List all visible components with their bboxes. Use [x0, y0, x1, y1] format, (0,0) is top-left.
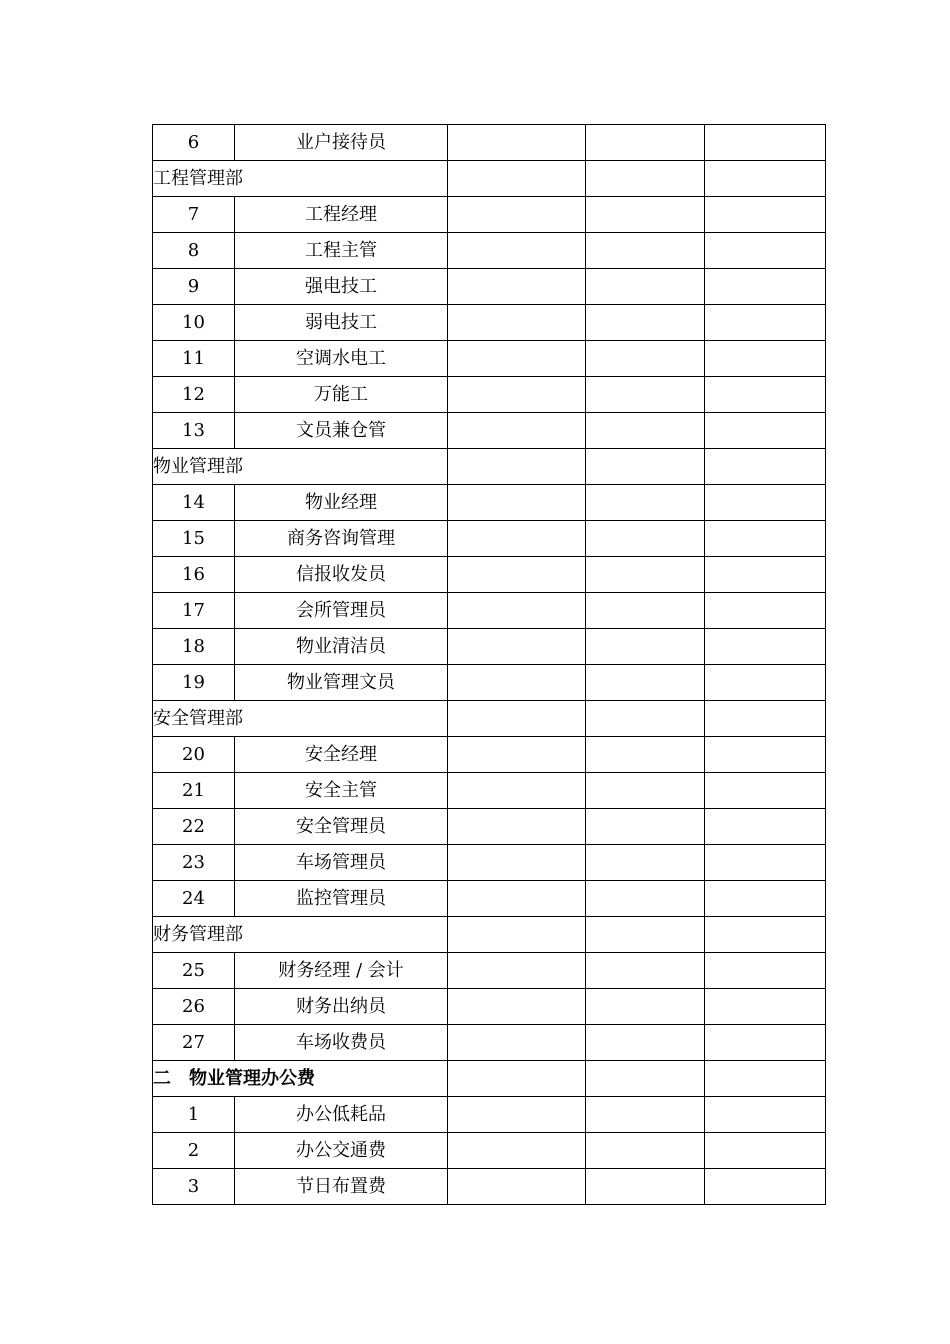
item-name: 信报收发员	[235, 557, 448, 593]
section-title: 工程管理部	[153, 161, 448, 197]
table-row	[153, 953, 826, 989]
empty-cell	[448, 269, 586, 305]
empty-cell	[586, 845, 705, 881]
row-number: 17	[153, 593, 235, 629]
empty-cell	[705, 701, 826, 737]
row-number: 25	[153, 953, 235, 989]
table-row	[153, 989, 826, 1025]
item-name: 空调水电工	[235, 341, 448, 377]
empty-cell	[586, 665, 705, 701]
empty-cell	[586, 197, 705, 233]
empty-cell	[448, 989, 586, 1025]
empty-cell	[448, 197, 586, 233]
item-name: 强电技工	[235, 269, 448, 305]
empty-cell	[705, 737, 826, 773]
empty-cell	[448, 1097, 586, 1133]
table-row	[153, 125, 826, 161]
row-number: 22	[153, 809, 235, 845]
empty-cell	[586, 485, 705, 521]
empty-cell	[705, 1061, 826, 1097]
row-number: 9	[153, 269, 235, 305]
empty-cell	[586, 773, 705, 809]
empty-cell	[448, 845, 586, 881]
row-number: 23	[153, 845, 235, 881]
empty-cell	[705, 305, 826, 341]
table-row	[153, 233, 826, 269]
empty-cell	[448, 917, 586, 953]
row-number: 26	[153, 989, 235, 1025]
empty-cell	[448, 773, 586, 809]
empty-cell	[448, 629, 586, 665]
item-name: 节日布置费	[235, 1169, 448, 1205]
empty-cell	[586, 305, 705, 341]
table-row	[153, 593, 826, 629]
empty-cell	[705, 773, 826, 809]
empty-cell	[586, 269, 705, 305]
section-row	[153, 449, 826, 485]
empty-cell	[586, 593, 705, 629]
major-section-title: 二 物业管理办公费	[153, 1061, 448, 1097]
row-number: 12	[153, 377, 235, 413]
empty-cell	[705, 809, 826, 845]
row-number: 15	[153, 521, 235, 557]
empty-cell	[448, 1169, 586, 1205]
empty-cell	[448, 305, 586, 341]
empty-cell	[705, 413, 826, 449]
empty-cell	[705, 1133, 826, 1169]
table-body	[153, 125, 826, 1205]
row-number: 7	[153, 197, 235, 233]
table-row	[153, 737, 826, 773]
empty-cell	[705, 269, 826, 305]
empty-cell	[448, 377, 586, 413]
table-row	[153, 305, 826, 341]
empty-cell	[705, 377, 826, 413]
table-row	[153, 485, 826, 521]
section-row	[153, 701, 826, 737]
row-number: 21	[153, 773, 235, 809]
item-name: 办公交通费	[235, 1133, 448, 1169]
empty-cell	[448, 125, 586, 161]
table-row	[153, 377, 826, 413]
table-row	[153, 413, 826, 449]
empty-cell	[705, 881, 826, 917]
empty-cell	[586, 1097, 705, 1133]
table-row	[153, 269, 826, 305]
empty-cell	[586, 917, 705, 953]
empty-cell	[705, 845, 826, 881]
table-row	[153, 521, 826, 557]
major-section-row	[153, 1061, 826, 1097]
row-number: 13	[153, 413, 235, 449]
table-row	[153, 557, 826, 593]
row-number: 18	[153, 629, 235, 665]
empty-cell	[586, 125, 705, 161]
empty-cell	[705, 1169, 826, 1205]
item-name: 商务咨询管理	[235, 521, 448, 557]
empty-cell	[705, 629, 826, 665]
table-row	[153, 881, 826, 917]
empty-cell	[448, 809, 586, 845]
empty-cell	[705, 485, 826, 521]
item-name: 车场收费员	[235, 1025, 448, 1061]
empty-cell	[705, 557, 826, 593]
empty-cell	[586, 1133, 705, 1169]
table-row	[153, 341, 826, 377]
item-name: 文员兼仓管	[235, 413, 448, 449]
empty-cell	[705, 665, 826, 701]
empty-cell	[586, 701, 705, 737]
empty-cell	[448, 413, 586, 449]
empty-cell	[448, 449, 586, 485]
empty-cell	[586, 521, 705, 557]
empty-cell	[586, 413, 705, 449]
empty-cell	[448, 521, 586, 557]
item-name: 物业清洁员	[235, 629, 448, 665]
table-row	[153, 1169, 826, 1205]
item-name: 安全主管	[235, 773, 448, 809]
empty-cell	[448, 1025, 586, 1061]
row-number: 6	[153, 125, 235, 161]
empty-cell	[705, 341, 826, 377]
row-number: 11	[153, 341, 235, 377]
table-row	[153, 773, 826, 809]
empty-cell	[705, 125, 826, 161]
item-name: 业户接待员	[235, 125, 448, 161]
empty-cell	[705, 989, 826, 1025]
item-name: 会所管理员	[235, 593, 448, 629]
empty-cell	[448, 161, 586, 197]
empty-cell	[586, 953, 705, 989]
row-number: 3	[153, 1169, 235, 1205]
row-number: 19	[153, 665, 235, 701]
empty-cell	[705, 449, 826, 485]
empty-cell	[586, 809, 705, 845]
table-row	[153, 845, 826, 881]
empty-cell	[448, 1133, 586, 1169]
empty-cell	[586, 737, 705, 773]
empty-cell	[586, 1169, 705, 1205]
empty-cell	[448, 341, 586, 377]
row-number: 24	[153, 881, 235, 917]
empty-cell	[448, 953, 586, 989]
row-number: 10	[153, 305, 235, 341]
empty-cell	[586, 1061, 705, 1097]
section-row	[153, 917, 826, 953]
empty-cell	[705, 161, 826, 197]
row-number: 16	[153, 557, 235, 593]
section-title: 财务管理部	[153, 917, 448, 953]
row-number: 2	[153, 1133, 235, 1169]
table-row	[153, 665, 826, 701]
empty-cell	[705, 593, 826, 629]
empty-cell	[705, 917, 826, 953]
empty-cell	[586, 1025, 705, 1061]
item-name: 工程主管	[235, 233, 448, 269]
empty-cell	[448, 881, 586, 917]
table-row	[153, 1133, 826, 1169]
row-number: 1	[153, 1097, 235, 1133]
item-name: 安全管理员	[235, 809, 448, 845]
item-name: 监控管理员	[235, 881, 448, 917]
empty-cell	[448, 1061, 586, 1097]
item-name: 工程经理	[235, 197, 448, 233]
table-row	[153, 1025, 826, 1061]
empty-cell	[705, 953, 826, 989]
budget-table	[152, 124, 826, 1205]
item-name: 弱电技工	[235, 305, 448, 341]
table-row	[153, 1097, 826, 1133]
empty-cell	[448, 233, 586, 269]
empty-cell	[586, 989, 705, 1025]
empty-cell	[448, 593, 586, 629]
empty-cell	[705, 1025, 826, 1061]
item-name: 财务经理 / 会计	[235, 953, 448, 989]
table-row	[153, 629, 826, 665]
row-number: 8	[153, 233, 235, 269]
row-number: 20	[153, 737, 235, 773]
section-title: 物业管理部	[153, 449, 448, 485]
empty-cell	[705, 521, 826, 557]
empty-cell	[586, 881, 705, 917]
empty-cell	[448, 737, 586, 773]
item-name: 安全经理	[235, 737, 448, 773]
section-title: 安全管理部	[153, 701, 448, 737]
empty-cell	[586, 629, 705, 665]
empty-cell	[586, 233, 705, 269]
empty-cell	[705, 233, 826, 269]
empty-cell	[448, 557, 586, 593]
empty-cell	[586, 341, 705, 377]
table-row	[153, 809, 826, 845]
section-row	[153, 161, 826, 197]
item-name: 物业经理	[235, 485, 448, 521]
empty-cell	[586, 557, 705, 593]
table-row	[153, 197, 826, 233]
empty-cell	[586, 449, 705, 485]
empty-cell	[705, 1097, 826, 1133]
row-number: 14	[153, 485, 235, 521]
empty-cell	[448, 701, 586, 737]
item-name: 万能工	[235, 377, 448, 413]
item-name: 办公低耗品	[235, 1097, 448, 1133]
item-name: 车场管理员	[235, 845, 448, 881]
item-name: 物业管理文员	[235, 665, 448, 701]
item-name: 财务出纳员	[235, 989, 448, 1025]
empty-cell	[586, 161, 705, 197]
empty-cell	[448, 665, 586, 701]
empty-cell	[586, 377, 705, 413]
empty-cell	[448, 485, 586, 521]
row-number: 27	[153, 1025, 235, 1061]
empty-cell	[705, 197, 826, 233]
